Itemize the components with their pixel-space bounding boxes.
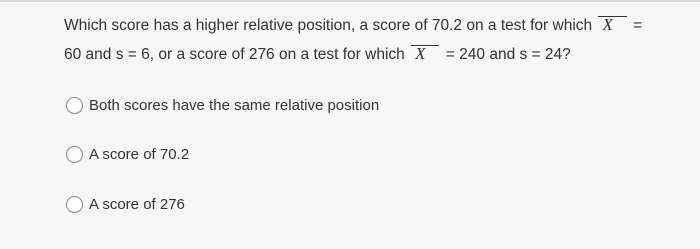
- radio-button-icon[interactable]: [66, 196, 83, 213]
- question-line1-text: Which score has a higher relative position, a score of 70.2 on a test for which: [64, 17, 593, 34]
- option-label: Both scores have the same relative position: [89, 97, 380, 114]
- question-text: [64, 11, 689, 69]
- radio-button-icon[interactable]: [66, 97, 83, 114]
- radio-button-icon[interactable]: [66, 146, 83, 163]
- option-label: A score of 276: [89, 196, 185, 213]
- option-score-276[interactable]: [66, 196, 185, 213]
- top-divider: [0, 0, 700, 2]
- x-bar-symbol-2: X: [411, 45, 439, 61]
- x-bar-symbol: X: [598, 16, 626, 32]
- option-label: A score of 70.2: [89, 146, 190, 163]
- question-line2-text: 60 and s = 6, or a score of 276 on a test for which: [64, 46, 405, 63]
- equals-sign: =: [633, 17, 643, 34]
- option-score-70-2[interactable]: [66, 146, 189, 163]
- option-same-position[interactable]: [66, 97, 379, 114]
- question-line2-suffix: = 240 and s = 24?: [445, 46, 571, 63]
